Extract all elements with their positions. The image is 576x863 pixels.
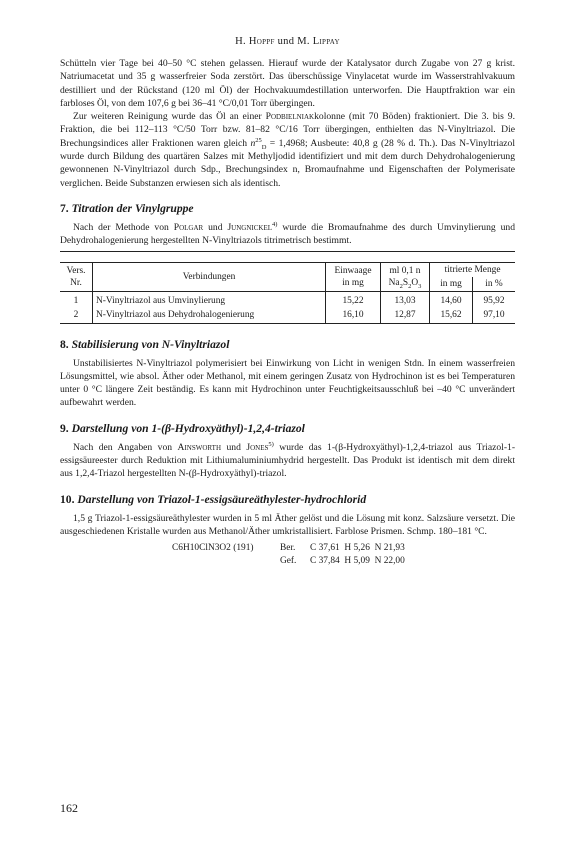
col-einwaage: Einwaage in mg (326, 262, 381, 291)
section-7-rule (60, 251, 515, 252)
table-row: 1 N-Vinyltriazol aus Umvinylierung 15,22 13,03 14,60 95,92 (60, 291, 515, 308)
section-9-paragraph: Nach den Angaben von Ainsworth und Jones$^{5)}$ wurde das 1-(β-Hydroxyäthyl)-1,2,4-triazol aus Triazol-1-essigsäureester durch Reduktion mit Lithiumaluminiumhydrid hergestellt. Das Produkt ist identisch mit dem direkt aus 1,2,4-Triazol hergestellten N-(β-Hydroxyäthyl)-triazol. (60, 440, 516, 480)
col-vers: Vers. Nr. (60, 262, 93, 291)
podbielniak-name: Podbielniak (265, 111, 315, 123)
section-10-heading: 10. Darstellung von Triazol-1-essigsäureäthylester-hydrochlorid (60, 492, 367, 506)
col-in-mg: in mg (430, 277, 473, 292)
calculated-values: C 37,61 H 5,26 N 21,93 (310, 543, 405, 554)
section-8-paragraph: Unstabilisiertes N-Vinyltriazol polymerisiert bei Einwirkung von Licht in wenigen Stdn. In einem wasserfreien Lösungsmittel, wie absol. Äther oder Methanol, mit einem geringen Zusatz von Hydrochinon ist es bei Temperaturen unter 0 °C längere Zeit beständig. Es kann mit Hydrochinon unter Feuchtigkeitsausschluß bei –40 °C unverändert aufbewahrt werden. (60, 357, 515, 409)
section-7-paragraph: Nach der Methode von Polgar und Jungnickel$^{4)}$ wurde die Bromaufnahme des durch Umvinylierung und Dehydrohalogenierung hergestellten N-Vinyltriazols titrimetrisch bestimmt. (60, 220, 515, 247)
col-verbindungen: Verbindungen (93, 262, 326, 291)
section-8-heading: 8. Stabilisierung von N-Vinyltriazol (60, 337, 230, 351)
intro-paragraph-2: Zur weiteren Reinigung wurde das Öl an einer Podbielniakkolonne (mit 70 Böden) fraktioniert. Die 3. bis 9. Fraktion, die bei 112–113 °C/50 Torr bzw. 81–82 °C/16 Torr übergingen, enthielten das N-Vinyltriazol. Die Brechungsindices aller Fraktionen waren gleich $n^{25}_D = 1,4968$; Ausbeute: 40,8 g (28 % d. Th.). Das N-Vinyltriazol wurde durch Bildung des quartären Salzes mit Methyljodid identifiziert und mit dem durch Dehydrohalogenierung gewonnenen N-Vinyltriazol durch Sdp., Brechungsindex n, Bromaufnahme und Eigenschaften der Polymerisate verglichen. Beide Substanzen erwiesen sich als identisch. (60, 111, 515, 189)
found-values: C 37,84 H 5,09 N 22,00 (310, 555, 405, 566)
intro-paragraph-1: Schütteln vier Tage bei 40–50 °C stehen gelassen. Hierauf wurde der Katalysator durch Zugabe von 27 g krist. Natriumacetat und 35 g wasserfreier Soda zerstört. Das überschüssige Vinylacetat wurde im Wasserstrahlvakuum destilliert und der Rückstand (120 ml Öl) der Hochvakuumdestillation unterworfen. Die Hauptfraktion war ein farbloses Öl, von dem 107,6 g bei 36–41 °C/0,01 Torr übergingen. (60, 58, 515, 109)
molecular-formula: C6H10ClN3O2 (191) (172, 543, 254, 554)
col-in-pct: in % (473, 277, 516, 292)
section-9-heading: 9. Darstellung von 1-(β-Hydroxyäthyl)-1,2,4-triazol (60, 421, 305, 435)
author-2: M. Lippay (297, 36, 340, 47)
author-1: H. Hoppf (235, 36, 275, 47)
titration-table (60, 262, 515, 324)
section-7-heading: 7. Titration der Vinylgruppe (60, 201, 194, 215)
col-titrierte-menge: titrierte Menge (430, 262, 516, 277)
col-thiosulfat: ml 0,1 n $Na_2S_2O_3$ (381, 262, 430, 291)
table-row: 2 N-Vinyltriazol aus Dehydrohalogenierung 16,10 12,87 15,62 97,10 (60, 308, 515, 324)
page-number: 162 (60, 801, 78, 815)
page (60, 36, 515, 567)
section-10-paragraph: 1,5 g Triazol-1-essigsäureäthylester wurden in 5 ml Äther gelöst und die Lösung mit konz. Salzsäure versetzt. Die ausgeschiedenen Kristalle wurden aus Methanol/Äther umkristallisiert. Farblose Prismen. Schmp. 180–181 °C. (60, 512, 515, 537)
header-and: und (277, 36, 295, 47)
running-header (60, 36, 515, 47)
elemental-analysis: C6H10ClN3O2 (191) Ber. C 37,61 H 5,26 N 21,93 Gef. C 37,84 H 5,09 N 22,00 (172, 543, 405, 566)
